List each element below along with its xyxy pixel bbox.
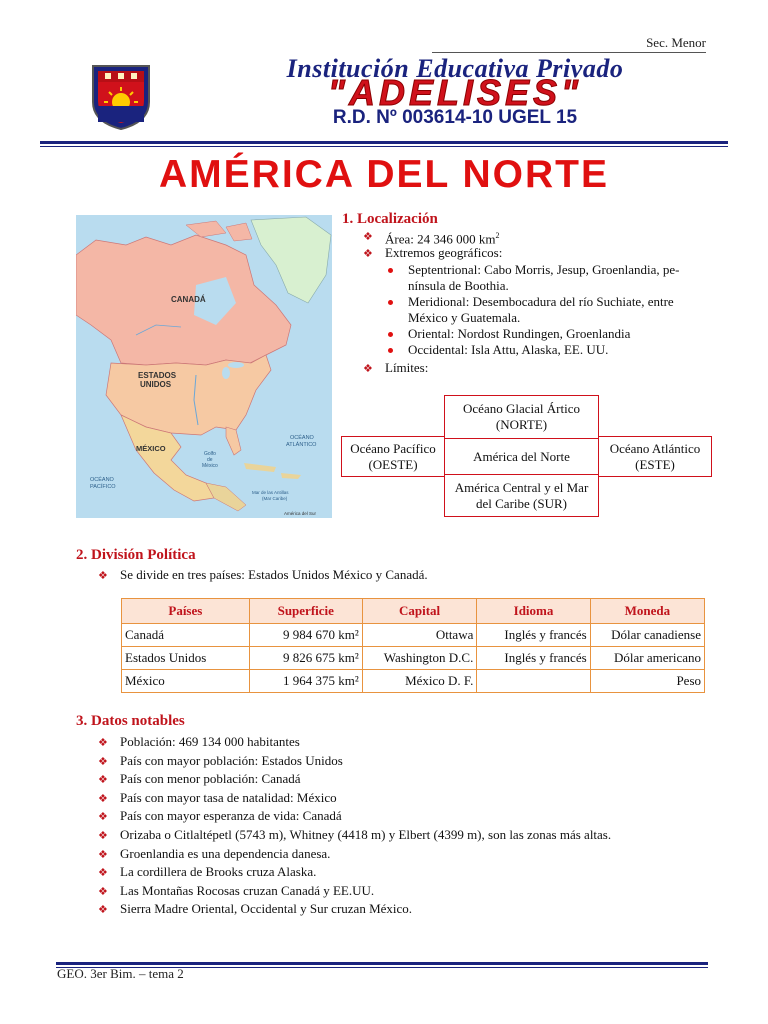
bullet-diamond-icon: ❖ (98, 848, 108, 861)
meridional-line-2: México y Guatemala. (408, 310, 521, 325)
institution-brand: "ADELISES" (327, 72, 583, 113)
table-cell: México D. F. (362, 670, 477, 693)
section-heading-datos: 3. Datos notables (76, 713, 185, 729)
map-label-pacific-1: OCÉANO (90, 477, 114, 483)
map-label-gulf-3: México (202, 463, 218, 469)
table-cell: 9 984 670 km² (249, 624, 362, 647)
area-text: Área: 24 346 000 $km^2$ (385, 231, 500, 247)
table-header: Superficie (249, 599, 362, 624)
section-label-underline (432, 52, 706, 53)
map-label-canada: CANADÁ (171, 295, 206, 304)
map-label-atlantic-1: OCÉANO (290, 435, 314, 441)
table-cell: México (122, 670, 250, 693)
footer-text: GEO. 3er Bim. – tema 2 (57, 966, 184, 981)
map-label-atlantic-2: ATLÁNTICO (286, 442, 317, 448)
bullet-diamond-icon: ❖ (98, 829, 108, 842)
meridional-line-1: Meridional: Desembocadura del río Suchiate, entre (408, 294, 674, 309)
table-cell: Ottawa (362, 624, 477, 647)
table-cell: Inglés y francés (477, 624, 590, 647)
bullet-diamond-icon: ❖ (98, 570, 108, 582)
section-label: Sec. Menor (646, 35, 706, 50)
bullet-diamond-icon: ❖ (98, 811, 108, 824)
bullet-dot-icon (388, 300, 393, 305)
table-header: Países (122, 599, 250, 624)
limit-box-centro: América del Norte (444, 438, 599, 475)
bullet-diamond-icon: ❖ (98, 867, 108, 880)
table-row (122, 647, 705, 670)
table-cell: 9 826 675 km² (249, 647, 362, 670)
bullet-diamond-icon: ❖ (98, 885, 108, 898)
table-cell: Inglés y francés (477, 647, 590, 670)
bullet-dot-icon (388, 332, 393, 337)
bullet-diamond-icon: ❖ (363, 231, 373, 243)
limit-box-este: Océano Atlántico (ESTE) (598, 436, 712, 477)
table-cell: Estados Unidos (122, 647, 250, 670)
map-label-usa-1: ESTADOS (138, 371, 177, 380)
institution-resolution: R.D. Nº 003614-10 UGEL 15 (332, 107, 578, 128)
limit-box-norte: Océano Glacial Ártico (NORTE) (444, 395, 599, 439)
limit-box-oeste: Océano Pacífico (OESTE) (341, 436, 445, 477)
bullet-diamond-icon: ❖ (98, 737, 108, 749)
limit-box-sur: América Central y el Mar del Caribe (SUR) (444, 474, 599, 517)
table-row (122, 624, 705, 647)
page-title: AMÉRICA DEL NORTE (158, 153, 609, 196)
map-label-usa-2: UNIDOS (140, 380, 172, 389)
header-rule-thin (40, 146, 728, 147)
map-label-caribbean-1: Mar de las Antillas (252, 490, 289, 495)
section-heading-localizacion: 1. Localización (342, 211, 438, 227)
map-label-pacific-2: PACÍFICO (90, 484, 116, 490)
table-cell (477, 670, 590, 693)
map-label-gulf-1: Golfo (204, 451, 216, 457)
bullet-diamond-icon: ❖ (98, 904, 108, 917)
extremos-text: Extremos geográficos: (385, 245, 503, 260)
table-cell: Washington D.C. (362, 647, 477, 670)
table-header: Capital (362, 599, 477, 624)
bullet-diamond-icon: ❖ (98, 774, 108, 787)
bullet-diamond-icon: ❖ (98, 792, 108, 805)
map-label-caribbean-2: (Mar Caribe) (262, 496, 288, 501)
bullet-diamond-icon: ❖ (98, 755, 108, 768)
table-cell: Canadá (122, 624, 250, 647)
countries-table (121, 598, 705, 693)
bullet-dot-icon (388, 348, 393, 353)
limites-text: Límites: (385, 360, 429, 375)
occidental-text: Occidental: Isla Attu, Alaska, EE. UU. (408, 342, 609, 357)
division-intro: Se divide en tres países: Estados Unidos México y Canadá. (120, 567, 428, 582)
bullet-diamond-icon: ❖ (363, 363, 373, 375)
septentrional-line-1: Septentrional: Cabo Morris, Jesup, Groenlandia, pe- (408, 262, 680, 277)
map-label-credit: América del Sur (284, 511, 317, 516)
table-header: Moneda (590, 599, 704, 624)
map-label-mexico: MÉXICO (136, 444, 166, 453)
table-cell: Dólar americano (590, 647, 704, 670)
table-cell: Peso (590, 670, 704, 693)
oriental-text: Oriental: Nordost Rundingen, Groenlandia (408, 326, 631, 341)
table-cell: 1 964 375 km² (249, 670, 362, 693)
north-america-map (76, 215, 332, 518)
map-label-gulf-2: de (207, 457, 213, 463)
footer-rule (56, 962, 708, 965)
section-heading-division: 2. División Política (76, 547, 196, 563)
institution-name: Institución Educativa Privado (286, 54, 624, 83)
septentrional-line-2: nínsula de Boothia. (408, 278, 509, 293)
header-rule (40, 141, 728, 144)
school-crest-logo (89, 62, 153, 132)
table-cell: Dólar canadiense (590, 624, 704, 647)
bullet-diamond-icon: ❖ (363, 248, 373, 260)
table-header-row (122, 599, 705, 624)
bullet-dot-icon (388, 268, 393, 273)
table-row (122, 670, 705, 693)
table-header: Idioma (477, 599, 590, 624)
